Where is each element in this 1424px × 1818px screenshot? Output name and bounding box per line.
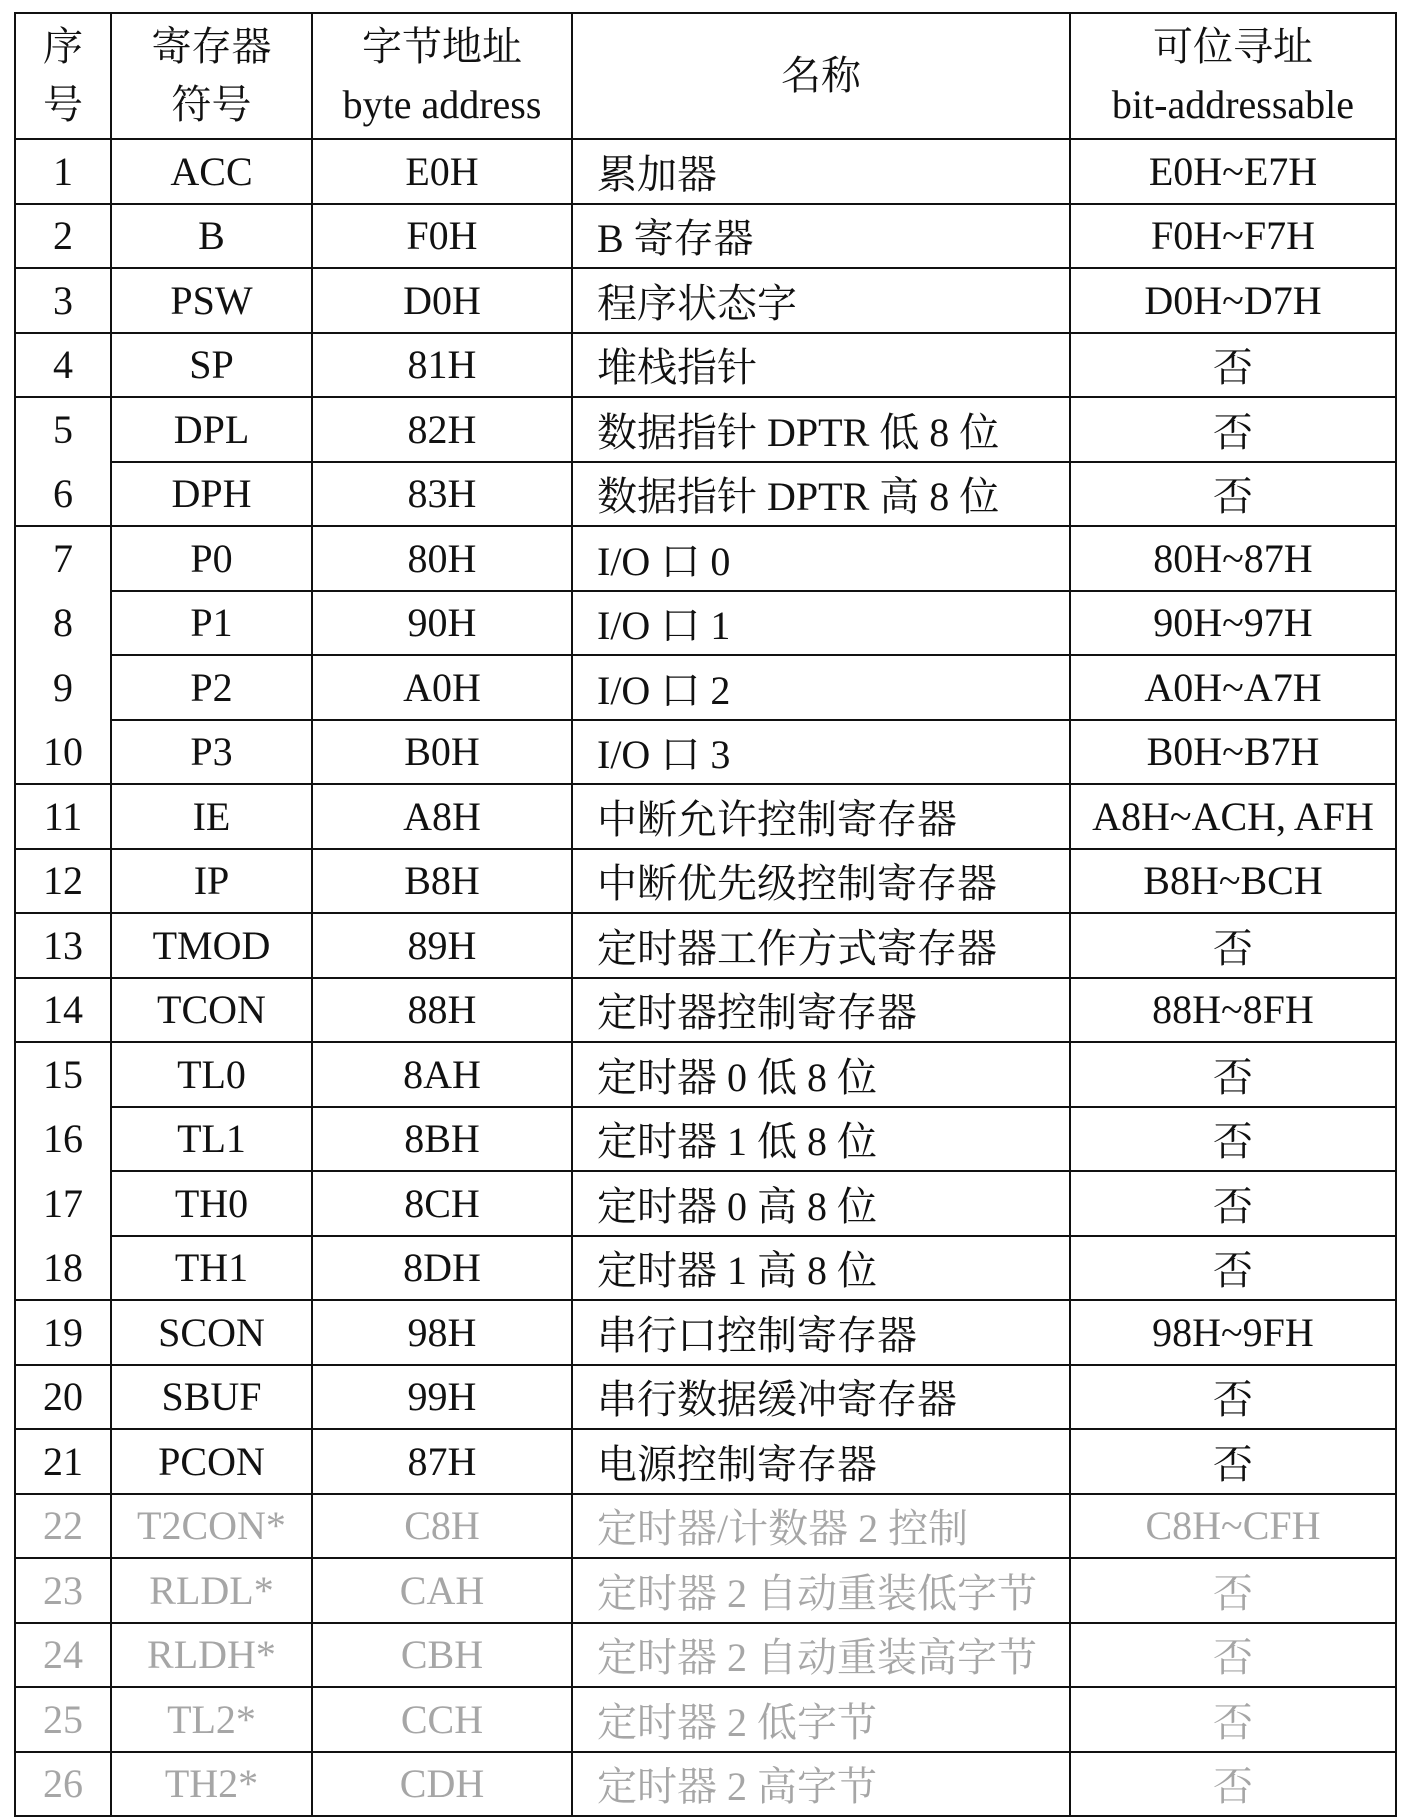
register-symbol-cell: P3 [111,720,312,785]
register-symbol-cell: TL0 [111,1042,312,1107]
register-name-cell: 中断优先级控制寄存器 [572,849,1070,914]
register-symbol-cell: TH1 [111,1236,312,1301]
bit-addressable-cell: 80H~87H [1070,526,1396,591]
sfr-table [14,12,1397,1817]
register-name-cell: 串行数据缓冲寄存器 [572,1365,1070,1430]
table-row [15,784,1396,849]
header-bit-addressable: 可位寻址 bit-addressable [1070,13,1396,139]
row-index-cell: 4 [15,333,111,398]
bit-addressable-cell: 否 [1070,1171,1396,1236]
table-row [15,397,1396,462]
register-symbol-cell: TMOD [111,913,312,978]
byte-address-cell: E0H [312,139,572,204]
table-row [15,591,1396,656]
row-index-cell: 25 [15,1687,111,1752]
register-symbol-cell: SBUF [111,1365,312,1430]
register-symbol-cell: PSW [111,268,312,333]
row-index-cell: 16 [15,1107,111,1172]
register-symbol-cell: DPL [111,397,312,462]
register-symbol-cell: TL2* [111,1687,312,1752]
register-name-cell: 串行口控制寄存器 [572,1300,1070,1365]
byte-address-cell: B8H [312,849,572,914]
register-name-cell: 定时器工作方式寄存器 [572,913,1070,978]
byte-address-cell: 81H [312,333,572,398]
bit-addressable-cell: 否 [1070,1107,1396,1172]
table-row [15,139,1396,204]
byte-address-cell: 90H [312,591,572,656]
bit-addressable-cell: 88H~8FH [1070,978,1396,1043]
row-index-cell: 23 [15,1558,111,1623]
row-index-cell: 8 [15,591,111,656]
register-name-cell: 中断允许控制寄存器 [572,784,1070,849]
register-symbol-cell: B [111,204,312,269]
row-index-cell: 12 [15,849,111,914]
byte-address-cell: B0H [312,720,572,785]
table-row [15,1429,1396,1494]
register-symbol-cell: TL1 [111,1107,312,1172]
header-index: 序 号 [15,13,111,139]
register-name-cell: 数据指针 DPTR 高 8 位 [572,462,1070,527]
table-row [15,1236,1396,1301]
bit-addressable-cell: 否 [1070,397,1396,462]
register-symbol-cell: TCON [111,978,312,1043]
register-symbol-cell: TH0 [111,1171,312,1236]
table-row [15,1042,1396,1107]
row-index-cell: 15 [15,1042,111,1107]
register-symbol-cell: IP [111,849,312,914]
table-row [15,462,1396,527]
byte-address-cell: C8H [312,1494,572,1559]
bit-addressable-cell: C8H~CFH [1070,1494,1396,1559]
bit-addressable-cell: 否 [1070,1752,1396,1817]
table-row [15,204,1396,269]
row-index-cell: 24 [15,1623,111,1688]
byte-address-cell: 83H [312,462,572,527]
register-symbol-cell: P1 [111,591,312,656]
row-index-cell: 14 [15,978,111,1043]
byte-address-cell: D0H [312,268,572,333]
bit-addressable-cell: 否 [1070,1623,1396,1688]
register-name-cell: I/O 口 3 [572,720,1070,785]
table-row [15,978,1396,1043]
byte-address-cell: F0H [312,204,572,269]
bit-addressable-cell: A8H~ACH, AFH [1070,784,1396,849]
bit-addressable-cell: A0H~A7H [1070,655,1396,720]
row-index-cell: 2 [15,204,111,269]
row-index-cell: 9 [15,655,111,720]
bit-addressable-cell: 98H~9FH [1070,1300,1396,1365]
bit-addressable-cell: 否 [1070,1236,1396,1301]
header-row [15,13,1396,139]
row-index-cell: 7 [15,526,111,591]
table-row [15,849,1396,914]
row-index-cell: 3 [15,268,111,333]
register-name-cell: 定时器 2 高字节 [572,1752,1070,1817]
byte-address-cell: 87H [312,1429,572,1494]
table-row [15,333,1396,398]
register-symbol-cell: DPH [111,462,312,527]
table-row [15,1365,1396,1430]
row-index-cell: 5 [15,397,111,462]
row-index-cell: 22 [15,1494,111,1559]
table-row [15,1171,1396,1236]
row-index-cell: 13 [15,913,111,978]
byte-address-cell: CDH [312,1752,572,1817]
table-row [15,913,1396,978]
byte-address-cell: CAH [312,1558,572,1623]
byte-address-cell: 8CH [312,1171,572,1236]
byte-address-cell: CCH [312,1687,572,1752]
byte-address-cell: A8H [312,784,572,849]
register-name-cell: 定时器 1 低 8 位 [572,1107,1070,1172]
register-name-cell: 定时器 2 自动重装低字节 [572,1558,1070,1623]
register-symbol-cell: TH2* [111,1752,312,1817]
register-name-cell: I/O 口 2 [572,655,1070,720]
byte-address-cell: 98H [312,1300,572,1365]
byte-address-cell: 8BH [312,1107,572,1172]
byte-address-cell: CBH [312,1623,572,1688]
bit-addressable-cell: 否 [1070,913,1396,978]
bit-addressable-cell: 否 [1070,1687,1396,1752]
table-body [15,139,1396,1816]
bit-addressable-cell: B0H~B7H [1070,720,1396,785]
register-name-cell: 定时器 0 低 8 位 [572,1042,1070,1107]
register-name-cell: 电源控制寄存器 [572,1429,1070,1494]
register-symbol-cell: PCON [111,1429,312,1494]
register-symbol-cell: RLDH* [111,1623,312,1688]
bit-addressable-cell: 否 [1070,333,1396,398]
byte-address-cell: 88H [312,978,572,1043]
sfr-table-page [14,12,1395,1817]
register-symbol-cell: IE [111,784,312,849]
register-symbol-cell: ACC [111,139,312,204]
register-name-cell: B 寄存器 [572,204,1070,269]
register-name-cell: 定时器 2 自动重装高字节 [572,1623,1070,1688]
register-name-cell: 定时器 0 高 8 位 [572,1171,1070,1236]
row-index-cell: 18 [15,1236,111,1301]
table-row [15,268,1396,333]
byte-address-cell: 82H [312,397,572,462]
bit-addressable-cell: 否 [1070,462,1396,527]
row-index-cell: 1 [15,139,111,204]
bit-addressable-cell: 否 [1070,1042,1396,1107]
table-row [15,1494,1396,1559]
register-name-cell: 定时器/计数器 2 控制 [572,1494,1070,1559]
register-name-cell: 定时器控制寄存器 [572,978,1070,1043]
bit-addressable-cell: 否 [1070,1365,1396,1430]
byte-address-cell: 99H [312,1365,572,1430]
register-name-cell: 定时器 1 高 8 位 [572,1236,1070,1301]
bit-addressable-cell: 否 [1070,1429,1396,1494]
header-symbol: 寄存器 符号 [111,13,312,139]
register-name-cell: 累加器 [572,139,1070,204]
register-name-cell: 数据指针 DPTR 低 8 位 [572,397,1070,462]
bit-addressable-cell: D0H~D7H [1070,268,1396,333]
byte-address-cell: 8DH [312,1236,572,1301]
register-symbol-cell: RLDL* [111,1558,312,1623]
row-index-cell: 11 [15,784,111,849]
row-index-cell: 10 [15,720,111,785]
table-row [15,1300,1396,1365]
bit-addressable-cell: F0H~F7H [1070,204,1396,269]
bit-addressable-cell: B8H~BCH [1070,849,1396,914]
bit-addressable-cell: 90H~97H [1070,591,1396,656]
register-symbol-cell: P2 [111,655,312,720]
register-symbol-cell: SCON [111,1300,312,1365]
register-name-cell: 堆栈指针 [572,333,1070,398]
table-row [15,1687,1396,1752]
table-row [15,655,1396,720]
register-name-cell: 程序状态字 [572,268,1070,333]
header-name: 名称 [572,13,1070,139]
bit-addressable-cell: 否 [1070,1558,1396,1623]
byte-address-cell: 80H [312,526,572,591]
register-symbol-cell: P0 [111,526,312,591]
table-row [15,1623,1396,1688]
table-row [15,720,1396,785]
row-index-cell: 19 [15,1300,111,1365]
register-name-cell: I/O 口 1 [572,591,1070,656]
row-index-cell: 21 [15,1429,111,1494]
byte-address-cell: A0H [312,655,572,720]
byte-address-cell: 8AH [312,1042,572,1107]
header-byte-address: 字节地址 byte address [312,13,572,139]
bit-addressable-cell: E0H~E7H [1070,139,1396,204]
register-name-cell: 定时器 2 低字节 [572,1687,1070,1752]
table-row [15,526,1396,591]
register-symbol-cell: SP [111,333,312,398]
table-row [15,1752,1396,1817]
register-symbol-cell: T2CON* [111,1494,312,1559]
row-index-cell: 17 [15,1171,111,1236]
register-name-cell: I/O 口 0 [572,526,1070,591]
row-index-cell: 20 [15,1365,111,1430]
row-index-cell: 26 [15,1752,111,1817]
row-index-cell: 6 [15,462,111,527]
byte-address-cell: 89H [312,913,572,978]
table-row [15,1558,1396,1623]
table-row [15,1107,1396,1172]
